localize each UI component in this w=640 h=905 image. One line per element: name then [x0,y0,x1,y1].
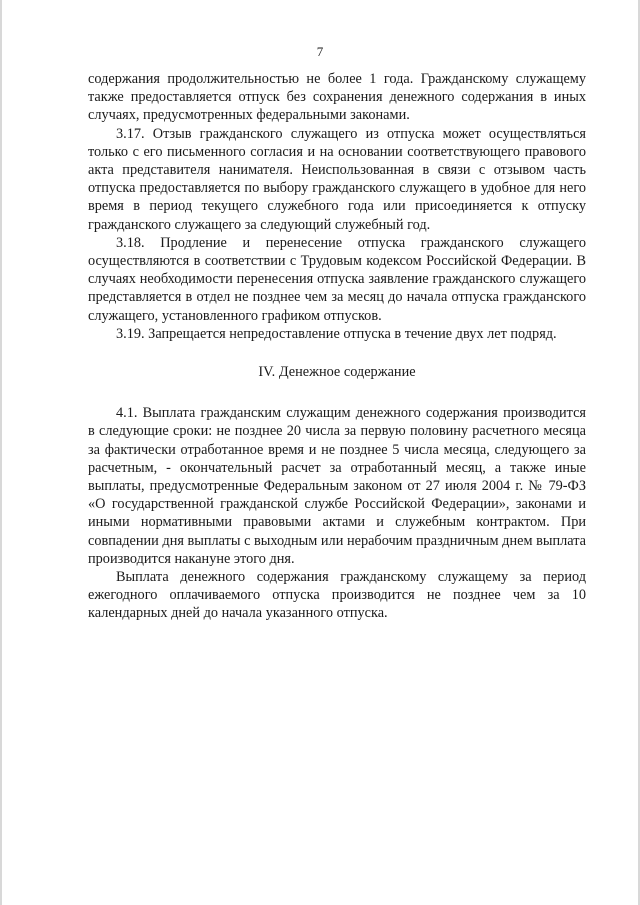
paragraph-3-18: 3.18. Продление и перенесение отпуска гражданского служащего осуществляются в соответствии с Трудовым кодексом Российской Федерации. В случаях необходимости перенесения отпуска заявление гражданского служащего представляется в отдел не позднее чем за месяц до начала отпуска гражданского служащего, установленного графиком отпусков. [88,234,586,324]
paragraph-3-17: 3.17. Отзыв гражданского служащего из отпуска может осуществляться только с его письменного согласия и на основании соответствующего правового акта представителя нанимателя. Неиспользованная в связи с отзывом часть отпуска предоставляется по выбору гражданского служащего в удобное для него время в период текущего служебного года или присоединяется к отпуску гражданского служащего за следующий служебный год. [88,125,586,233]
paragraph-vacation-pay: Выплата денежного содержания гражданскому служащему за период ежегодного оплачиваемого отпуска производится не позднее чем за 10 календарных дней до начала указанного отпуска. [88,569,586,622]
page-number: 7 [316,44,324,59]
section-title: IV. Денежное содержание [258,364,416,381]
paragraph-4-1: 4.1. Выплата гражданским служащим денежного содержания производится в следующие сроки: не позднее 20 числа за первую половину расчетного месяца за фактически отработанное время и не позднее 5 числа месяца, следующего за расчетным, - окончательный расчет за отработанный месяц, а также иные выплаты, предусмотренные Федеральным законом от 27 июля 2004 г. № 79-ФЗ «О государственной гражданской службе Российской Федерации», законами и иными нормативными правовыми актами и служебным контрактом. При совпадении дня выплаты с выходным или нерабочим праздничным днем выплата производится накануне этого дня. [88,405,586,567]
paragraph-continuation: содержания продолжительностью не более 1 года. Гражданскому служащему также предоставляется отпуск без сохранения денежного содержания в иных случаях, предусмотренных федеральными законами. [88,71,586,124]
paragraph-3-19: 3.19. Запрещается непредоставление отпуска в течение двух лет подряд. [116,325,557,342]
document-body [88,70,586,623]
